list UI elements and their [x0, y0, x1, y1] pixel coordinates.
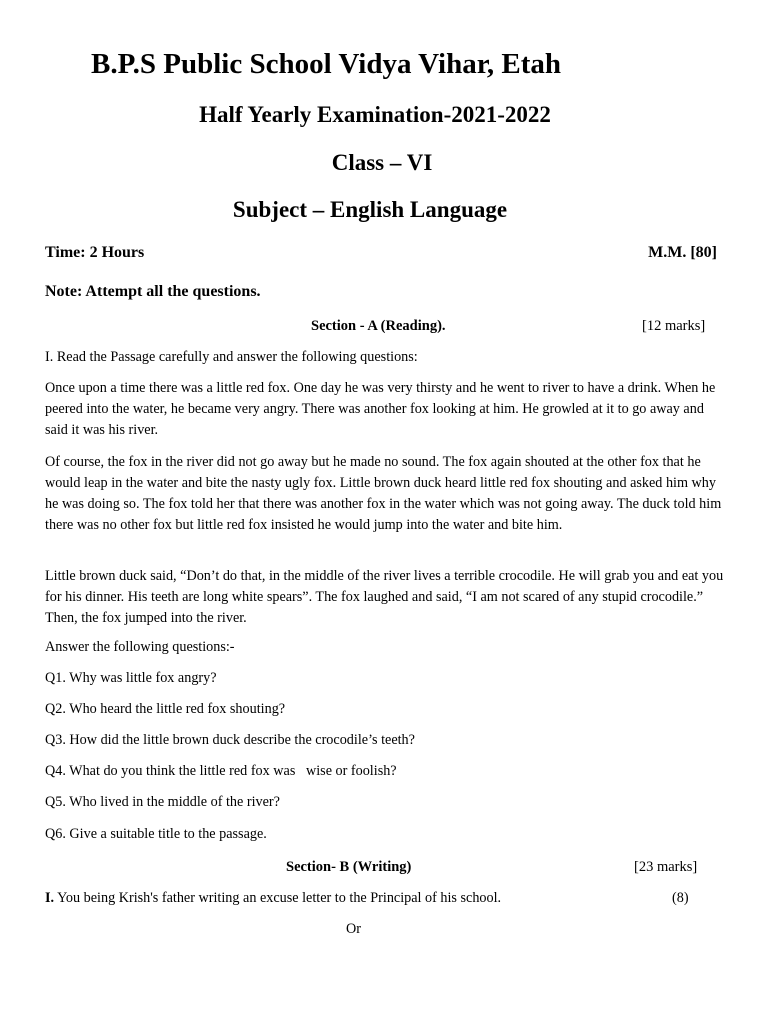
question-item: Q5. Who lived in the middle of the river?: [45, 794, 280, 810]
question-item: Q3. How did the little brown duck describe the crocodile’s teeth?: [45, 732, 415, 748]
exam-title: Half Yearly Examination-2021-2022: [199, 102, 551, 127]
subject-title: Subject – English Language: [232, 197, 508, 222]
section-b-title: Section- B (Writing): [286, 859, 412, 875]
section-a-marks: [12 marks]: [642, 318, 706, 334]
writing-question: [45, 890, 501, 907]
or-separator: Or: [346, 921, 361, 937]
passage-paragraph-2: Of course, the fox in the river did not go away but he made no sound. The fox again shouted at the other fox that he would leap in the water and bite the nasty ugly fox. Little brown duck heard little red fox shouting and asked him why he was doing so. The fox told her that there was another fox in the water which was not going away. The duck told him there was no other fox but little red fox insisted he would jump into the water and bite him.: [45, 454, 722, 533]
section-a-instruction: [45, 347, 725, 368]
note-text: : Attempt all the questions.: [76, 283, 261, 300]
section-b-marks: [23 marks]: [634, 859, 698, 875]
section-a-title: Section - A (Reading).: [311, 318, 446, 334]
note-label: Note: [45, 283, 77, 300]
time-allowed: Time: 2 Hours: [45, 244, 145, 261]
questions-intro: Answer the following questions:-: [45, 639, 235, 655]
writing-question-text: You being Krish's father writing an excuse letter to the Principal of his school.: [54, 890, 502, 906]
instruction-text: . Read the Passage carefully and answer the following questions:: [49, 349, 418, 365]
question-item: Q2. Who heard the little red fox shouting?: [45, 701, 286, 717]
note: [45, 283, 261, 301]
passage-paragraph-1: Once upon a time there was a little red fox. One day he was very thirsty and he went to river to have a drink. When he peered into the water, he became very angry. There was another fox looking at him. He growled at it to go away and said it was his river.: [45, 380, 716, 438]
class-title: Class – VI: [331, 150, 433, 175]
writing-question-number: I.: [45, 890, 55, 906]
writing-question-marks: (8): [672, 890, 689, 906]
question-item: Q6. Give a suitable title to the passage.: [45, 826, 267, 842]
passage-paragraph-3: Little brown duck said, “Don’t do that, in the middle of the river lives a terrible crocodile. He will grab you and eat you for his dinner. His teeth are long white spears”. The fox laughed and said, “I am not scared of any stupid crocodile.” Then, the fox jumped into the river.: [45, 568, 724, 626]
max-marks: M.M. [80]: [648, 244, 717, 261]
instruction-number: I: [45, 349, 50, 365]
question-item: Q1. Why was little fox angry?: [45, 670, 217, 686]
school-name: B.P.S Public School Vidya Vihar, Etah: [91, 48, 562, 80]
question-item: Q4. What do you think the little red fox was wise or foolish?: [45, 763, 397, 779]
